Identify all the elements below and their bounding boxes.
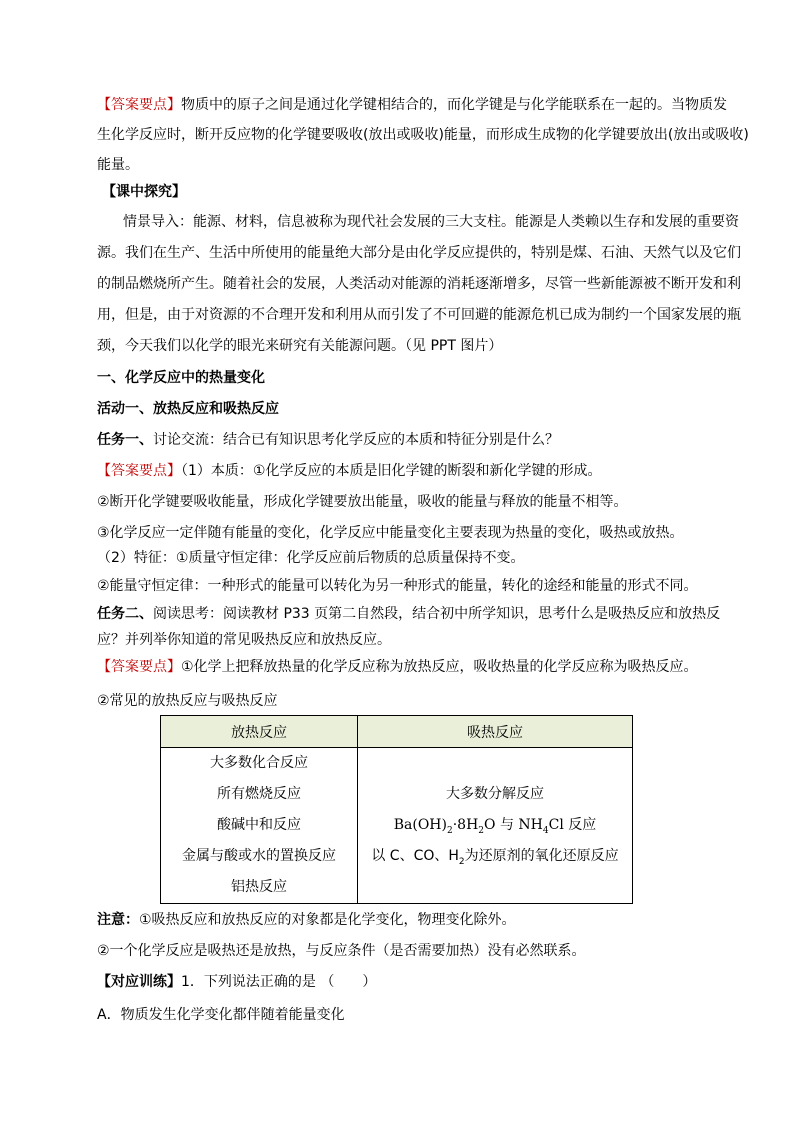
list-item: 铝热反应 (231, 879, 287, 895)
activity-title: 活动一、放热反应和吸热反应 (97, 401, 279, 417)
answer-key-tag: 【答案要点】 (97, 463, 181, 479)
training-tag: 【对应训练】 (97, 974, 181, 990)
scenario-line-1: 情景导入：能源、材料，信息被称为现代社会发展的三大支柱。能源是人类赖以生存和发展的重要资 (123, 214, 739, 230)
task2-label: 任务二、 (97, 606, 153, 622)
table-header-row (161, 716, 633, 748)
intro-line-3: 能量。 (97, 157, 139, 173)
task2-answer-2: ②常见的放热反应与吸热反应 (97, 693, 278, 709)
exothermic-cell (161, 748, 358, 904)
scenario-line-4: 用，但是，由于对资源的不合理开发和利用从而引发了不可回避的能源危机已成为制约一个国家发展的瓶 (97, 307, 741, 323)
answer-key-tag: 【答案要点】 (97, 97, 181, 113)
scenario-line-5: 颈，今天我们以化学的眼光来研究有关能源问题。（见 PPT 图片） (97, 338, 503, 354)
part-title: 一、化学反应中的热量变化 (97, 370, 265, 386)
task1-answer-4: （2）特征：①质量守恒定律：化学反应前后物质的总质量保持不变。 (97, 550, 525, 566)
header-exothermic: 放热反应 (161, 716, 358, 748)
list-item: 以 C、CO、$H_2$为还原剂的氧化还原反应 (371, 848, 619, 867)
task2-question-1: 任务二、阅读思考：阅读教材 P33 页第二自然段，结合初中所学知识，思考什么是吸热反应和放热反 (97, 606, 721, 622)
list-item: 酸碱中和反应 (217, 817, 301, 833)
endothermic-cell (358, 748, 633, 904)
header-endothermic: 吸热反应 (358, 716, 633, 748)
task2-answer-1: 【答案要点】①化学上把释放热量的化学反应称为放热反应，吸收热量的化学反应称为吸热反应。 (97, 659, 698, 675)
list-item: 金属与酸或水的置换反应 (182, 848, 336, 864)
note-2: ②一个化学反应是吸热还是放热，与反应条件（是否需要加热）没有必然联系。 (97, 943, 586, 959)
task1-answer-5: ②能量守恒定律：一种形式的能量可以转化为另一种形式的能量，转化的途经和能量的形式不同。 (97, 578, 698, 594)
list-item: 大多数化合反应 (210, 755, 308, 771)
note-1: 注意：①吸热反应和放热反应的对象都是化学变化，物理变化除外。 (97, 912, 516, 928)
list-item: 大多数分解反应 (446, 786, 544, 802)
scenario-line-2: 源。我们在生产、生活中所使用的能量绝大部分是由化学反应提供的，特别是煤、石油、天然气以及它们 (97, 245, 741, 261)
task1-answer-2: ②断开化学键要吸收能量，形成化学键要放出能量，吸收的能量与释放的能量不相等。 (97, 494, 628, 510)
task1-answer-1: 【答案要点】（1）本质：①化学反应的本质是旧化学键的断裂和新化学键的形成。 (97, 463, 602, 479)
answer-key-tag: 【答案要点】 (97, 659, 181, 675)
task1-label: 任务一、 (97, 432, 153, 448)
list-item: $Ba(OH)_2\cdot 8H_2O$ 与 $NH_4Cl$ 反应 (393, 817, 597, 836)
scenario-line-3: 的制品燃烧所产生。随着社会的发展，人类活动对能源的消耗逐渐增多，尽管一些新能源被不断开发和利 (97, 276, 741, 292)
section-heading: 【课中探究】 (102, 184, 186, 200)
note-label: 注意： (97, 912, 139, 928)
table-row (161, 748, 633, 904)
training-option-a: A．物质发生化学变化都伴随着能量变化 (97, 1007, 345, 1023)
task2-question-2: 应？并列举你知道的常见吸热反应和放热反应。 (97, 632, 391, 648)
reaction-table (160, 715, 633, 904)
task1-answer-3: ③化学反应一定伴随有能量的变化，化学反应中能量变化主要表现为热量的变化，吸热或放热。 (97, 525, 684, 541)
training-question: 【对应训练】1．下列说法正确的是 （ ） (97, 974, 377, 990)
intro-line-1: 【答案要点】物质中的原子之间是通过化学键相结合的，而化学键是与化学能联系在一起的。当物质发 (97, 97, 727, 113)
intro-line-2: 生化学反应时，断开反应物的化学键要吸收(放出或吸收)能量，而形成生成物的化学键要放出(放出或吸收) (97, 127, 749, 143)
task1-question: 任务一、讨论交流：结合已有知识思考化学反应的本质和特征分别是什么？ (97, 432, 559, 448)
list-item: 所有燃烧反应 (217, 786, 301, 802)
